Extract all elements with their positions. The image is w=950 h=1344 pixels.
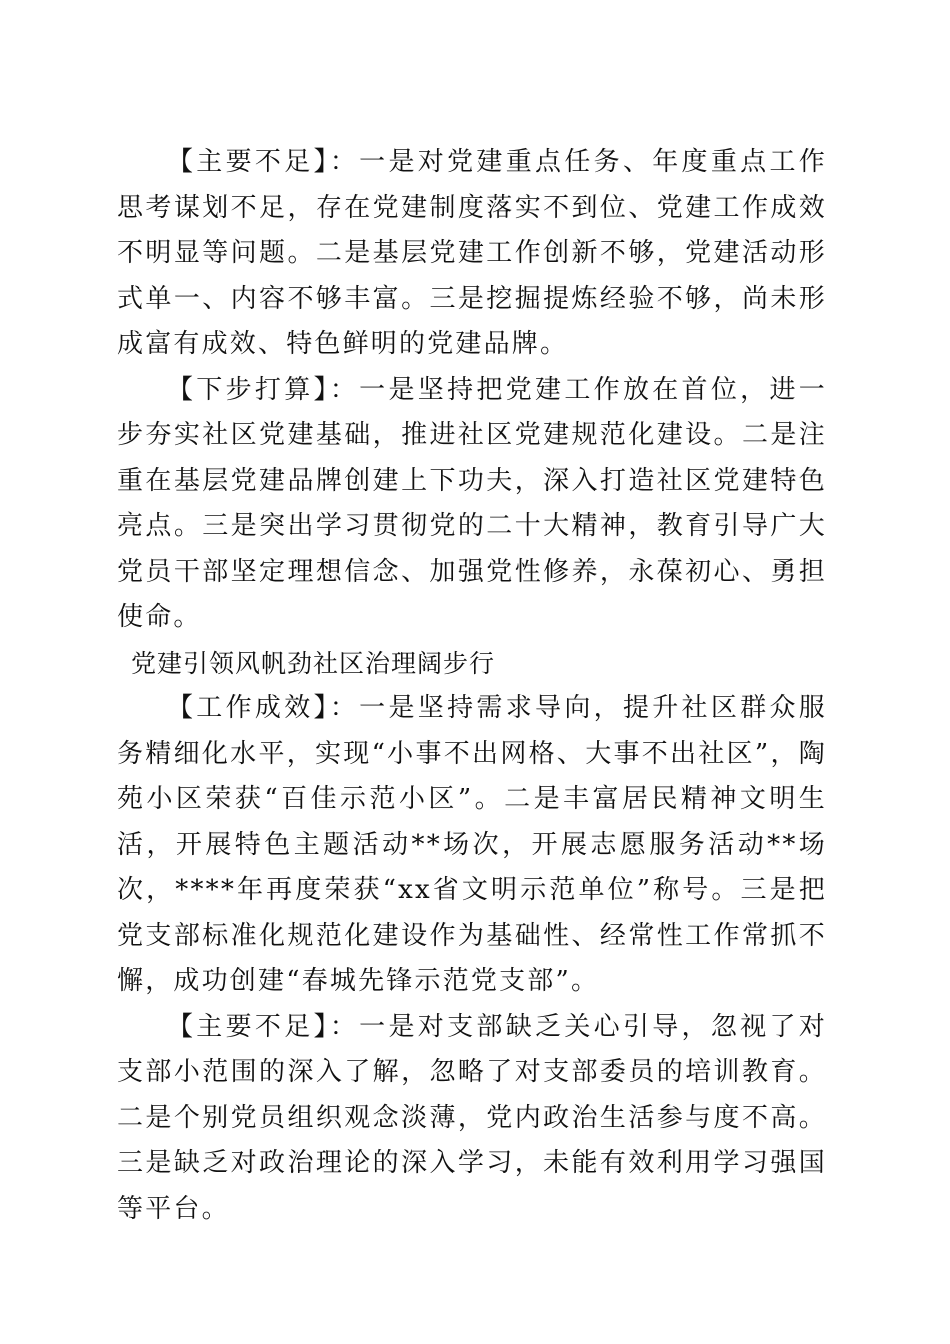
document-body [117,140,827,1232]
paragraph-main-shortcomings-2: 【主要不足】：一是对支部缺乏关心引导，忽视了对支部小范围的深入了解，忽略了对支部委员的培训教育。二是个别党员组织观念淡薄，党内政治生活参与度不高。三是缺乏对政治理论的深入学习，未能有效利用学习强国等平台。 [117,1011,827,1224]
section-title: 党建引领风帆劲社区治理阔步行 [131,648,496,678]
paragraph-main-shortcomings-1: 【主要不足】：一是对党建重点任务、年度重点工作思考谋划不足，存在党建制度落实不到位、党建工作成效不明显等问题。二是基层党建工作创新不够，党建活动形式单一、内容不够丰富。三是挖掘提炼经验不够，尚未形成富有成效、特色鲜明的党建品牌。 [117,147,827,359]
paragraph-next-steps: 【下步打算】：一是坚持把党建工作放在首位，进一步夯实社区党建基础，推进社区党建规范化建设。二是注重在基层党建品牌创建上下功夫，深入打造社区党建特色亮点。三是突出学习贯彻党的二十大精神，教育引导广大党员干部坚定理想信念、加强党性修养，永葆初心、勇担使命。 [117,374,827,632]
paragraph-work-achievements: 【工作成效】：一是坚持需求导向，提升社区群众服务精细化水平，实现“小事不出网格、大事不出社区”，陶苑小区荣获“百佳示范小区”。二是丰富居民精神文明生活，开展特色主题活动**场次，开展志愿服务活动**场次，****年再度荣获“xx省文明示范单位”称号。三是把党支部标准化规范化建设作为基础性、经常性工作常抓不懈，成功创建“春城先锋示范党支部”。 [117,693,827,996]
